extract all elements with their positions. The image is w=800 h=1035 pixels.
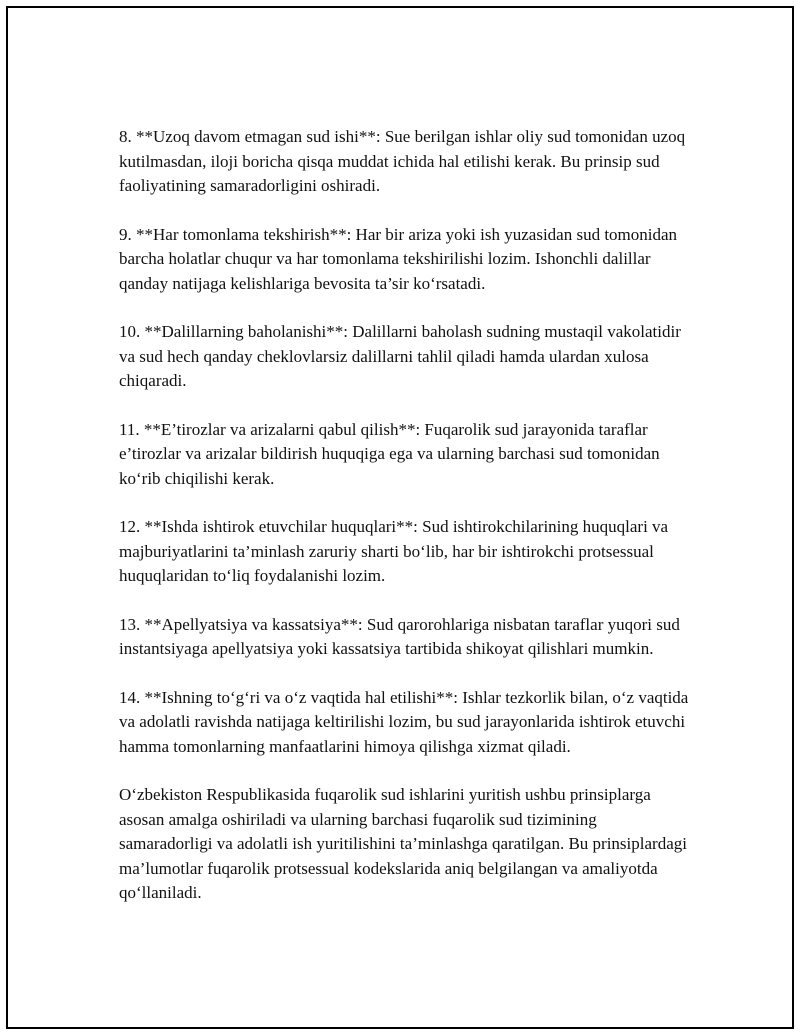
document-page — [6, 6, 794, 1029]
paragraph-principle-13: 13. **Apellyatsiya va kassatsiya**: Sud qarorohlariga nisbatan taraflar yuqori sud instantsiyaga apellyatsiya yoki kassatsiya tartibida shikoyat qilishlari mumkin. — [119, 614, 680, 658]
paragraph-principle-11: 11. **E’tirozlar va arizalarni qabul qilish**: Fuqarolik sud jarayonida taraflar e’tirozlar va arizalar bildirish huquqiga ega va ularning barchasi sud tomonidan ko‘rib chiqilishi kerak. — [119, 419, 660, 488]
paragraph-principle-14: 14. **Ishning to‘g‘ri va o‘z vaqtida hal etilishi**: Ishlar tezkorlik bilan, o‘z vaqtida va adolatli ravishda natijaga keltirilishi lozim, bu sud jarayonlarida ishtirok etuvchi hamma tomonlarning manfaatlarini himoya qilishga xizmat qiladi. — [119, 687, 689, 756]
document-body — [119, 125, 689, 930]
paragraph-principle-10: 10. **Dalillarning baholanishi**: Dalillarni baholash sudning mustaqil vakolatidir va sud hech qanday cheklovlarsiz dalillarni tahlil qiladi hamda ulardan xulosa chiqaradi. — [119, 322, 681, 390]
paragraph-principle-9: 9. **Har tomonlama tekshirish**: Har bir ariza yoki ish yuzasidan sud tomonidan barcha holatlar chuqur va har tomonlama tekshirilishi lozim. Ishonchli dalillar qanday natijaga kelishlariga bevosita ta’sir ko‘rsatadi. — [119, 224, 678, 293]
paragraph-conclusion: O‘zbekiston Respublikasida fuqarolik sud ishlarini yuritish ushbu prinsiplarga asosan amalga oshiriladi va ularning barchasi fuqarolik sud tizimining samaradorligi va adolatli ish yuritilishini ta’minlashga qaratilgan. Bu prinsiplardagi ma’lumotlar fuqarolik protsessual kodekslarida aniq belgilangan va amaliyotda qo‘llaniladi. — [119, 785, 687, 902]
paragraph-principle-12: 12. **Ishda ishtirok etuvchilar huquqlari**: Sud ishtirokchilarining huquqlari va majburiyatlarini ta’minlash zaruriy sharti bo‘lib, har bir ishtirokchi protsessual huquqlaridan to‘liq foydalanishi lozim. — [119, 517, 669, 585]
paragraph-principle-8: 8. **Uzoq davom etmagan sud ishi**: Sue berilgan ishlar oliy sud tomonidan uzoq kutilmasdan, iloji boricha qisqa muddat ichida hal etilishi kerak. Bu prinsip sud faoliyatining samaradorligini oshiradi. — [119, 127, 686, 195]
